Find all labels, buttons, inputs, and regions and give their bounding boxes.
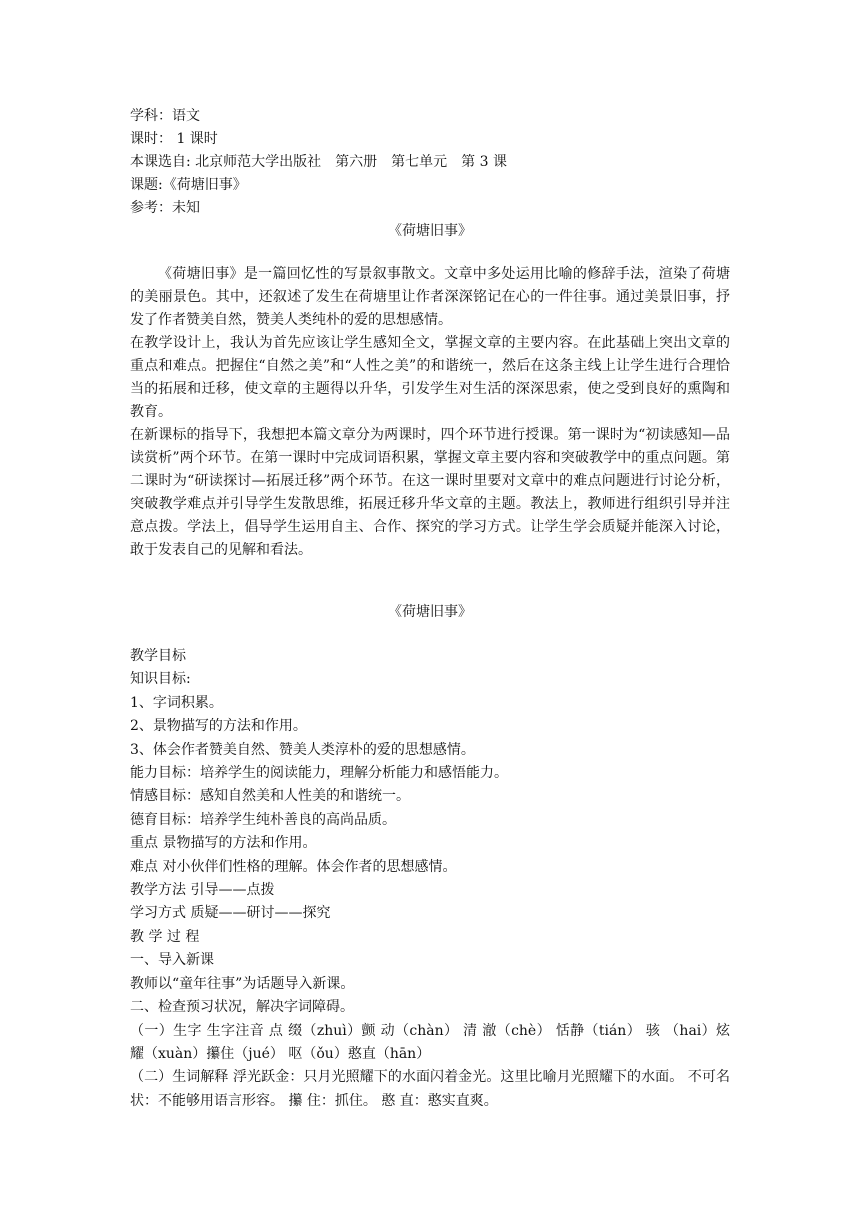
lesson-line: 一、导入新课 [130, 952, 214, 969]
meta-subject: 学科：语文 [130, 108, 200, 124]
vocab-new-characters: （一）生字 生字注音 点 缀（zhuì）颤 动（chàn） 清 澈（chè） 恬静（tián） 骇 （hai）炫 耀（xuàn）攥住（jué） 呕（ǒu）憨直（hān） [130, 1022, 730, 1062]
lesson-line: 德育目标：培养学生纯朴善良的高尚品质。 [130, 811, 396, 828]
meta-reference: 参考：未知 [130, 200, 200, 216]
intro-paragraph-2: 在教学设计上，我认为首先应该让学生感知全文，掌握文章的主要内容。在此基础上突出文章的重点和难点。把握住“自然之美”和“人性之美”的和谐统一，然后在这条主线上让学生进行合理恰当的拓展和迁移，使文章的主题得以升华，引发学生对生活的深深思索，使之受到良好的熏陶和教育。 [130, 335, 730, 420]
lesson-line: 情感目标：感知自然美和人性美的和谐统一。 [130, 788, 410, 805]
meta-source: 本课选自: 北京师范大学出版社 第六册 第七单元 第 3 课 [130, 154, 507, 170]
lesson-line: 教学目标 [130, 648, 186, 664]
lesson-line: 教学方法 引导——点拨 [130, 882, 275, 899]
lesson-line: 知识目标: [130, 671, 191, 688]
intro-paragraph-1: 《荷塘旧事》是一篇回忆性的写景叙事散文。文章中多处运用比喻的修辞手法，渲染了荷塘的美丽景色。其中，还叙述了发生在荷塘里让作者深深铭记在心的一件往事。通过美景旧事，抒发了作者赞美自然，赞美人类纯朴的爱的思想感情。 [130, 266, 730, 328]
lesson-line: 重点 景物描写的方法和作用。 [130, 835, 317, 852]
vocab-word-explanations: （二）生词解释 浮光跃金：只月光照耀下的水面闪着金光。这里比喻月光照耀下的水面。 不可名状：不能够用语言形容。 攥 住：抓住。 憨 直：憨实直爽。 [130, 1069, 730, 1109]
lesson-line: 学习方式 质疑——研讨——探究 [130, 905, 331, 922]
meta-topic: 课题:《荷塘旧事》 [130, 177, 247, 193]
section-title-1: 《荷塘旧事》 [388, 223, 472, 239]
lesson-line: 3、体会作者赞美自然、赞美人类淳朴的爱的思想感情。 [130, 741, 475, 758]
intro-paragraph-3: 在新课标的指导下，我想把本篇文章分为两课时，四个环节进行授课。第一课时为“初读感知—品读赏析”两个环节。在第一课时中完成词语积累，掌握文章主要内容和突破教学中的重点问题。第二课时为“研读探讨—拓展迁移”两个环节。在这一课时里要对文章中的难点问题进行讨论分析，突破教学难点并引导学生发散思维，拓展迁移升华文章的主题。教法上，教师进行组织引导并注意点拨。学法上，倡导学生运用自主、合作、探究的学习方式。让学生学会质疑并能深入讨论，敢于发表自己的见解和看法。 [130, 427, 730, 558]
lesson-line: 难点 对小伙伴们性格的理解。体会作者的思想感情。 [130, 858, 457, 875]
section-title-2: 《荷塘旧事》 [388, 604, 472, 620]
section-title-2-wrap [130, 601, 730, 624]
lesson-line: 教师以“童年往事”为话题导入新课。 [130, 975, 355, 992]
intro-section [130, 263, 730, 562]
lesson-line: 1、字词积累。 [130, 694, 223, 711]
meta-hours: 课时： 1 课时 [130, 131, 218, 147]
header-meta [130, 105, 730, 243]
lesson-line: 2、景物描写的方法和作用。 [130, 718, 307, 735]
lesson-line: 教 学 过 程 [130, 928, 200, 945]
lesson-plan [130, 645, 730, 1113]
lesson-line: 能力目标：培养学生的阅读能力，理解分析能力和感悟能力。 [130, 765, 508, 782]
lesson-line: 二、检查预习状况，解决字词障碍。 [130, 999, 354, 1016]
